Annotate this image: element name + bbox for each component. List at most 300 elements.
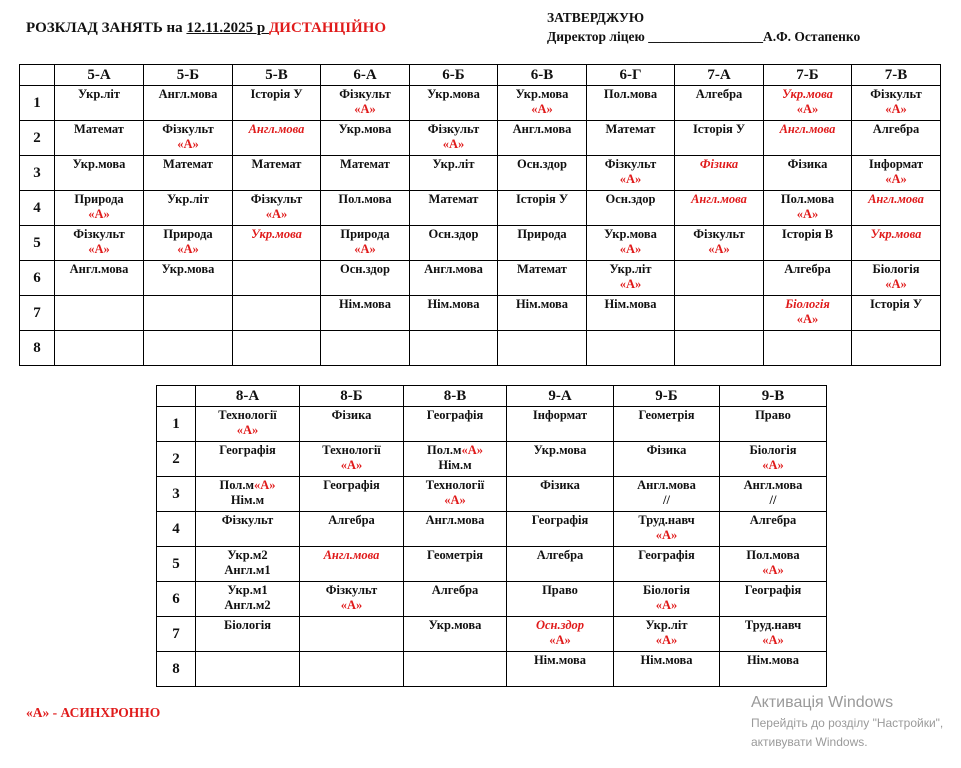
lesson-number: 5 [157,547,196,582]
subject-line [410,227,497,242]
subject-text: Укр.літ [609,262,652,276]
subject-line [196,478,299,493]
subject-line [321,102,409,117]
subject-line [764,207,851,222]
subject-text: Природа [74,192,124,206]
lesson-cell [764,331,852,366]
lesson-row [157,512,827,547]
lesson-number: 2 [20,121,55,156]
subject-text: Математ [163,157,213,171]
subject-text: Математ [251,157,302,171]
subject-text: Англ.мова [425,513,485,527]
lesson-cell [507,547,614,582]
lesson-cell [614,407,720,442]
subject-line [614,618,719,633]
subject-text: Англ.м1 [224,563,271,577]
lesson-number: 2 [157,442,196,477]
lesson-cell [614,477,720,512]
subject-text: Укр.м2 [227,548,268,562]
subject-line [498,157,586,172]
lesson-cell [587,226,675,261]
subject-line [404,443,506,458]
subject-text: Англ.мова [637,478,696,492]
lesson-cell [404,547,507,582]
subject-line [720,513,826,528]
subject-line [507,443,613,458]
lesson-cell [410,191,498,226]
subject-line [321,242,409,257]
lesson-cell [498,296,587,331]
async-marker-text: «А» [549,633,571,647]
lesson-cell [614,442,720,477]
subject-line [300,458,403,473]
subject-text: Математ [340,157,390,171]
lesson-cell [233,121,321,156]
subject-text: // [769,493,777,507]
class-header: 5-А [55,65,144,86]
subject-text: Фізкульт [427,122,480,136]
async-marker-text: «А» [885,172,907,186]
corner-cell [20,65,55,86]
subject-text: Математ [428,192,479,206]
subject-text: Укр.літ [77,87,121,101]
watermark-line: активувати Windows. [751,735,868,749]
lesson-cell [144,226,233,261]
subject-line [144,242,232,257]
lesson-cell [587,296,675,331]
lesson-cell [233,156,321,191]
schedule-table-grades-5-7 [19,64,941,366]
lesson-cell [300,582,404,617]
lesson-row [20,86,941,121]
subject-text: Фізика [540,478,580,492]
class-header: 6-Г [587,65,675,86]
lesson-cell [587,86,675,121]
lesson-number: 3 [20,156,55,191]
lesson-row [157,582,827,617]
subject-text: Геометрія [426,548,484,562]
subject-line [498,87,586,102]
subject-line [498,297,586,312]
subject-line [404,493,506,508]
subject-line [720,478,826,493]
lesson-cell [321,331,410,366]
subject-line [764,87,851,102]
async-marker-text: Укр.мова [870,227,922,241]
lesson-number: 8 [20,331,55,366]
subject-text: Алгебра [872,122,920,136]
subject-line [300,548,403,563]
subject-line [764,157,851,172]
subject-text: Укр.мова [72,157,126,171]
subject-text: Укр.літ [645,618,688,632]
async-marker-text: Фізика [699,157,739,171]
subject-text: Технології [425,478,485,492]
subject-text: Історія В [781,227,834,241]
subject-line [507,633,613,648]
subject-line [720,563,826,578]
subject-text: Англ.мова [158,87,218,101]
async-marker-text: «А» [885,102,907,116]
lesson-cell [507,512,614,547]
lesson-cell [55,156,144,191]
subject-line [614,583,719,598]
subject-line [507,583,613,598]
lesson-number: 6 [20,261,55,296]
subject-text: Алгебра [536,548,584,562]
lesson-cell [300,512,404,547]
lesson-cell [720,442,827,477]
subject-line [144,87,232,102]
subject-line [587,157,674,172]
lesson-cell [196,582,300,617]
subject-line [614,513,719,528]
subject-line [196,563,299,578]
lesson-number: 7 [20,296,55,331]
async-marker-text: «А» [444,493,466,507]
subject-line [196,598,299,613]
async-marker-text: Англ.мова [248,122,305,136]
lesson-cell [55,191,144,226]
subject-line [720,618,826,633]
subject-text: Труд.навч [638,513,695,527]
async-marker-text: Осн.здор [535,618,585,632]
subject-text: Геометрія [638,408,695,422]
subject-line [144,227,232,242]
subject-text: // [663,493,670,507]
class-header: 8-А [196,386,300,407]
lesson-row [20,191,941,226]
subject-line [498,227,586,242]
subject-text: Укр.літ [432,157,475,171]
subject-line [321,87,409,102]
subject-line [507,653,613,668]
windows-activation-watermark [751,694,943,752]
subject-line [852,277,940,292]
async-marker-text: Англ.мова [868,192,924,206]
subject-line [507,408,613,423]
subject-text: Природа [517,227,567,241]
lesson-cell [614,617,720,652]
subject-text: Пол.м [219,478,254,492]
async-marker-text: Біологія [785,297,830,311]
subject-line [587,192,674,207]
lesson-cell [144,86,233,121]
class-header: 9-А [507,386,614,407]
lesson-number: 1 [20,86,55,121]
subject-text: Біологія [872,262,920,276]
subject-text: Фізкульт [250,192,303,206]
subject-text: Географія [531,513,589,527]
subject-line [233,227,320,242]
lesson-cell [614,582,720,617]
subject-line [404,618,506,633]
subject-text: Географія [638,548,695,562]
subject-line [404,458,506,473]
lesson-cell [404,617,507,652]
subject-line [196,618,299,633]
subject-text: Англ.мова [743,478,803,492]
lesson-cell [300,617,404,652]
lesson-cell [404,652,507,687]
lesson-number: 4 [157,512,196,547]
lesson-cell [196,617,300,652]
subject-line [587,277,674,292]
subject-line [852,172,940,187]
subject-line [404,548,506,563]
lesson-cell [675,296,764,331]
lesson-cell [300,652,404,687]
subject-line [300,583,403,598]
lesson-cell [720,652,827,687]
subject-line [507,478,613,493]
lesson-cell [587,156,675,191]
subject-line [55,87,143,102]
async-marker-text: «А» [762,633,784,647]
subject-line [55,242,143,257]
subject-text: Математ [605,122,656,136]
subject-line [587,297,674,312]
subject-line [587,227,674,242]
subject-text: Алгебра [749,513,797,527]
lesson-cell [764,261,852,296]
subject-line [321,157,409,172]
async-marker-text: «А» [619,242,642,256]
subject-line [321,227,409,242]
subject-text: Нім.м [230,493,265,507]
subject-line [587,242,674,257]
subject-line [720,443,826,458]
subject-line [675,87,763,102]
subject-line [144,192,232,207]
subject-text: Математ [517,262,567,276]
lesson-cell [410,226,498,261]
subject-text: Нім.мова [427,297,480,311]
lesson-cell [321,226,410,261]
lesson-row [20,331,941,366]
class-header: 5-Б [144,65,233,86]
lesson-cell [321,296,410,331]
lesson-cell [720,582,827,617]
subject-line [410,157,497,172]
subject-text: Нім.мова [746,653,800,667]
subject-line [587,122,674,137]
subject-line [300,408,403,423]
subject-line [410,137,497,152]
class-header: 8-Б [300,386,404,407]
subject-text: Труд.навч [744,618,802,632]
async-marker-text: Англ.мова [323,548,380,562]
subject-text: Укр.мова [338,122,392,136]
subject-line [196,513,299,528]
lesson-cell [410,121,498,156]
watermark-title: Активація Windows [751,694,894,711]
subject-text: Осн.здор [517,157,567,171]
subject-line [675,242,763,257]
lesson-cell [144,331,233,366]
subject-line [321,262,409,277]
class-header: 7-А [675,65,764,86]
subject-line [410,262,497,277]
subject-line [196,493,299,508]
lesson-cell [404,477,507,512]
class-header: 6-Б [410,65,498,86]
lesson-row [20,156,941,191]
lesson-number: 6 [157,582,196,617]
subject-line [720,633,826,648]
lesson-row [157,547,827,582]
subject-text: Нім.мова [604,297,657,311]
subject-line [675,227,763,242]
subject-text: Англ.м2 [224,598,271,612]
lesson-cell [321,156,410,191]
subject-line [507,548,613,563]
subject-text: Алгебра [431,583,479,597]
async-marker-text: «А» [655,528,678,542]
lesson-cell [764,156,852,191]
lesson-cell [404,407,507,442]
lesson-cell [675,156,764,191]
subject-text: Право [542,583,578,597]
lesson-cell [144,296,233,331]
async-marker-text: «А» [442,137,465,151]
subject-text: Математ [74,122,124,136]
subject-text: Фізкульт [693,227,745,241]
lesson-cell [144,261,233,296]
lesson-cell [55,296,144,331]
lesson-cell [720,407,827,442]
lesson-cell [675,86,764,121]
subject-line [196,423,299,438]
subject-text: Алгебра [695,87,743,101]
lesson-cell [852,156,941,191]
approve-heading: ЗАТВЕРДЖУЮ [547,10,645,25]
subject-line [614,528,719,543]
lesson-cell [587,331,675,366]
legend-async: «А» - АСИНХРОННО [26,705,161,720]
lesson-cell [614,652,720,687]
class-header: 9-Б [614,386,720,407]
lesson-cell [498,156,587,191]
subject-line [498,102,586,117]
subject-line [144,157,232,172]
lesson-cell [196,512,300,547]
corner-cell [157,386,196,407]
lesson-cell [55,226,144,261]
lesson-cell [410,331,498,366]
lesson-cell [196,547,300,582]
subject-text: Нім.мова [338,297,392,311]
lesson-number: 8 [157,652,196,687]
async-marker-text: Укр.мова [251,227,302,241]
subject-line [196,548,299,563]
async-marker-text: Англ.мова [779,122,836,136]
lesson-cell [55,86,144,121]
lesson-cell [300,407,404,442]
subject-line [404,583,506,598]
subject-text: Історія У [515,192,569,206]
subject-line [410,122,497,137]
lesson-cell [614,547,720,582]
lesson-number: 3 [157,477,196,512]
subject-text: Алгебра [328,513,375,527]
subject-text: Англ.мова [424,262,483,276]
lesson-row [157,617,827,652]
subject-text: Укр.м1 [227,583,268,597]
subject-text: Географія [426,408,484,422]
subject-text: Англ.мова [512,122,572,136]
lesson-cell [300,477,404,512]
lesson-cell [720,477,827,512]
lesson-cell [410,296,498,331]
lesson-row [157,407,827,442]
subject-text: Інформат [532,408,588,422]
subject-text: Фізика [646,443,687,457]
subject-text: Алгебра [784,262,831,276]
class-header: 9-В [720,386,827,407]
subject-text: Нім.мова [515,297,569,311]
subject-line [720,493,826,508]
subject-text: Технології [218,408,277,422]
lesson-row [157,442,827,477]
async-marker-text: «А» [340,598,363,612]
subject-line [300,443,403,458]
lesson-cell [410,86,498,121]
lesson-cell [498,331,587,366]
subject-line [852,102,940,117]
lesson-cell [233,296,321,331]
lesson-cell [852,191,941,226]
subject-text: Технології [322,443,381,457]
subject-line [55,227,143,242]
subject-line [321,122,409,137]
subject-line [300,513,403,528]
lesson-cell [404,442,507,477]
subject-line [587,87,674,102]
subject-text: Фізкульт [339,87,391,101]
async-marker-text: «А» [531,102,553,116]
lesson-cell [196,477,300,512]
lesson-cell [675,191,764,226]
approval-block [547,8,860,46]
subject-line [321,297,409,312]
async-marker-text: «А» [708,242,730,256]
subject-line [852,157,940,172]
subject-text: Нім.мова [640,653,693,667]
lesson-row [157,652,827,687]
subject-text: Пол.мова [746,548,800,562]
subject-text: Укр.мова [515,87,569,101]
lesson-number: 4 [20,191,55,226]
lesson-cell [675,261,764,296]
subject-line [675,157,763,172]
lesson-cell [507,407,614,442]
subject-line [852,122,940,137]
lesson-cell [498,226,587,261]
lesson-cell [852,296,941,331]
subject-text: Інформат [868,157,924,171]
subject-line [852,297,940,312]
subject-line [196,583,299,598]
lesson-cell [410,156,498,191]
lesson-cell [587,121,675,156]
subject-line [764,102,851,117]
subject-line [587,172,674,187]
lesson-cell [55,261,144,296]
lesson-cell [321,191,410,226]
lesson-number: 7 [157,617,196,652]
class-header: 5-В [233,65,321,86]
